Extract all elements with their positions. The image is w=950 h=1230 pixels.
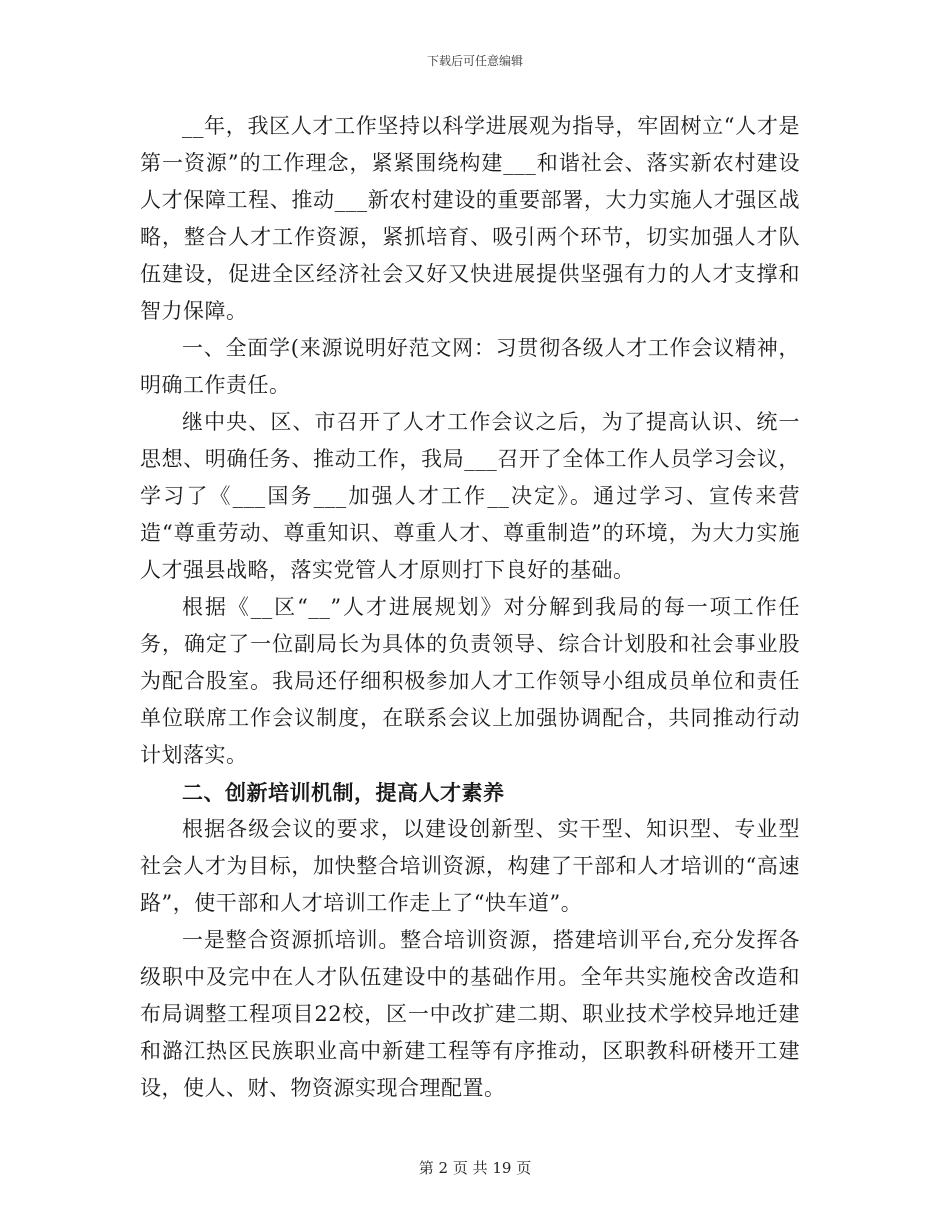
paragraph-section-one: 一、全面学(来源说明好范文网：习贯彻各级人才工作会议精神，明确工作责任。	[140, 336, 800, 397]
page-number: 第 2 页 共 19 页	[418, 1159, 532, 1177]
document-body	[140, 108, 800, 1107]
paragraph-training-goal: 根据各级会议的要求，以建设创新型、实干型、知识型、专业型社会人才为目标，加快整合培训资源，构建了干部和人才培训的“高速路”，使干部和人才培训工作走上了“快车道”。	[140, 817, 800, 915]
paragraph-study-meeting: 继中央、区、市召开了人才工作会议之后，为了提高认识、统一思想、明确任务、推动工作，我局___召开了全体工作人员学习会议，学习了《___国务___加强人才工作__决定》。通过学习、宣传来营造“尊重劳动、尊重知识、尊重人才、尊重制造”的环境，为大力实施人才强县战略，落实党管人才原则打下良好的基础。	[140, 410, 800, 582]
paragraph-task-division: 根据《__区“__”人才进展规划》对分解到我局的每一项工作任务，确定了一位副局长为具体的负责领导、综合计划股和社会事业股为配合股室。我局还仔细积极参加人才工作领导小组成员单位和责任单位联席工作会议制度，在联系会议上加强协调配合，共同推动行动计划落实。	[140, 595, 800, 767]
paragraph-intro: __年，我区人才工作坚持以科学进展观为指导，牢固树立“人才是第一资源”的工作理念，紧紧围绕构建___和谐社会、落实新农村建设人才保障工程、推动___新农村建设的重要部署，大力实施人才强区战略，整合人才工作资源，紧抓培育、吸引两个环节，切实加强人才队伍建设，促进全区经济社会又好又快进展提供坚强有力的人才支撑和智力保障。	[140, 114, 800, 323]
section-heading-two: 二、创新培训机制，提高人才素养	[182, 780, 505, 805]
header-note: 下载后可任意编辑	[426, 54, 523, 68]
paragraph-resource-integration: 一是整合资源抓培训。整合培训资源，搭建培训平台,充分发挥各级职中及完中在人才队伍建设中的基础作用。全年共实施校舍改造和布局调整工程项目22校，区一中改扩建二期、职业技术学校异地迁建和潞江热区民族职业高中新建工程等有序推动，区职教科研楼开工建设，使人、财、物资源实现合理配置。	[140, 928, 800, 1100]
